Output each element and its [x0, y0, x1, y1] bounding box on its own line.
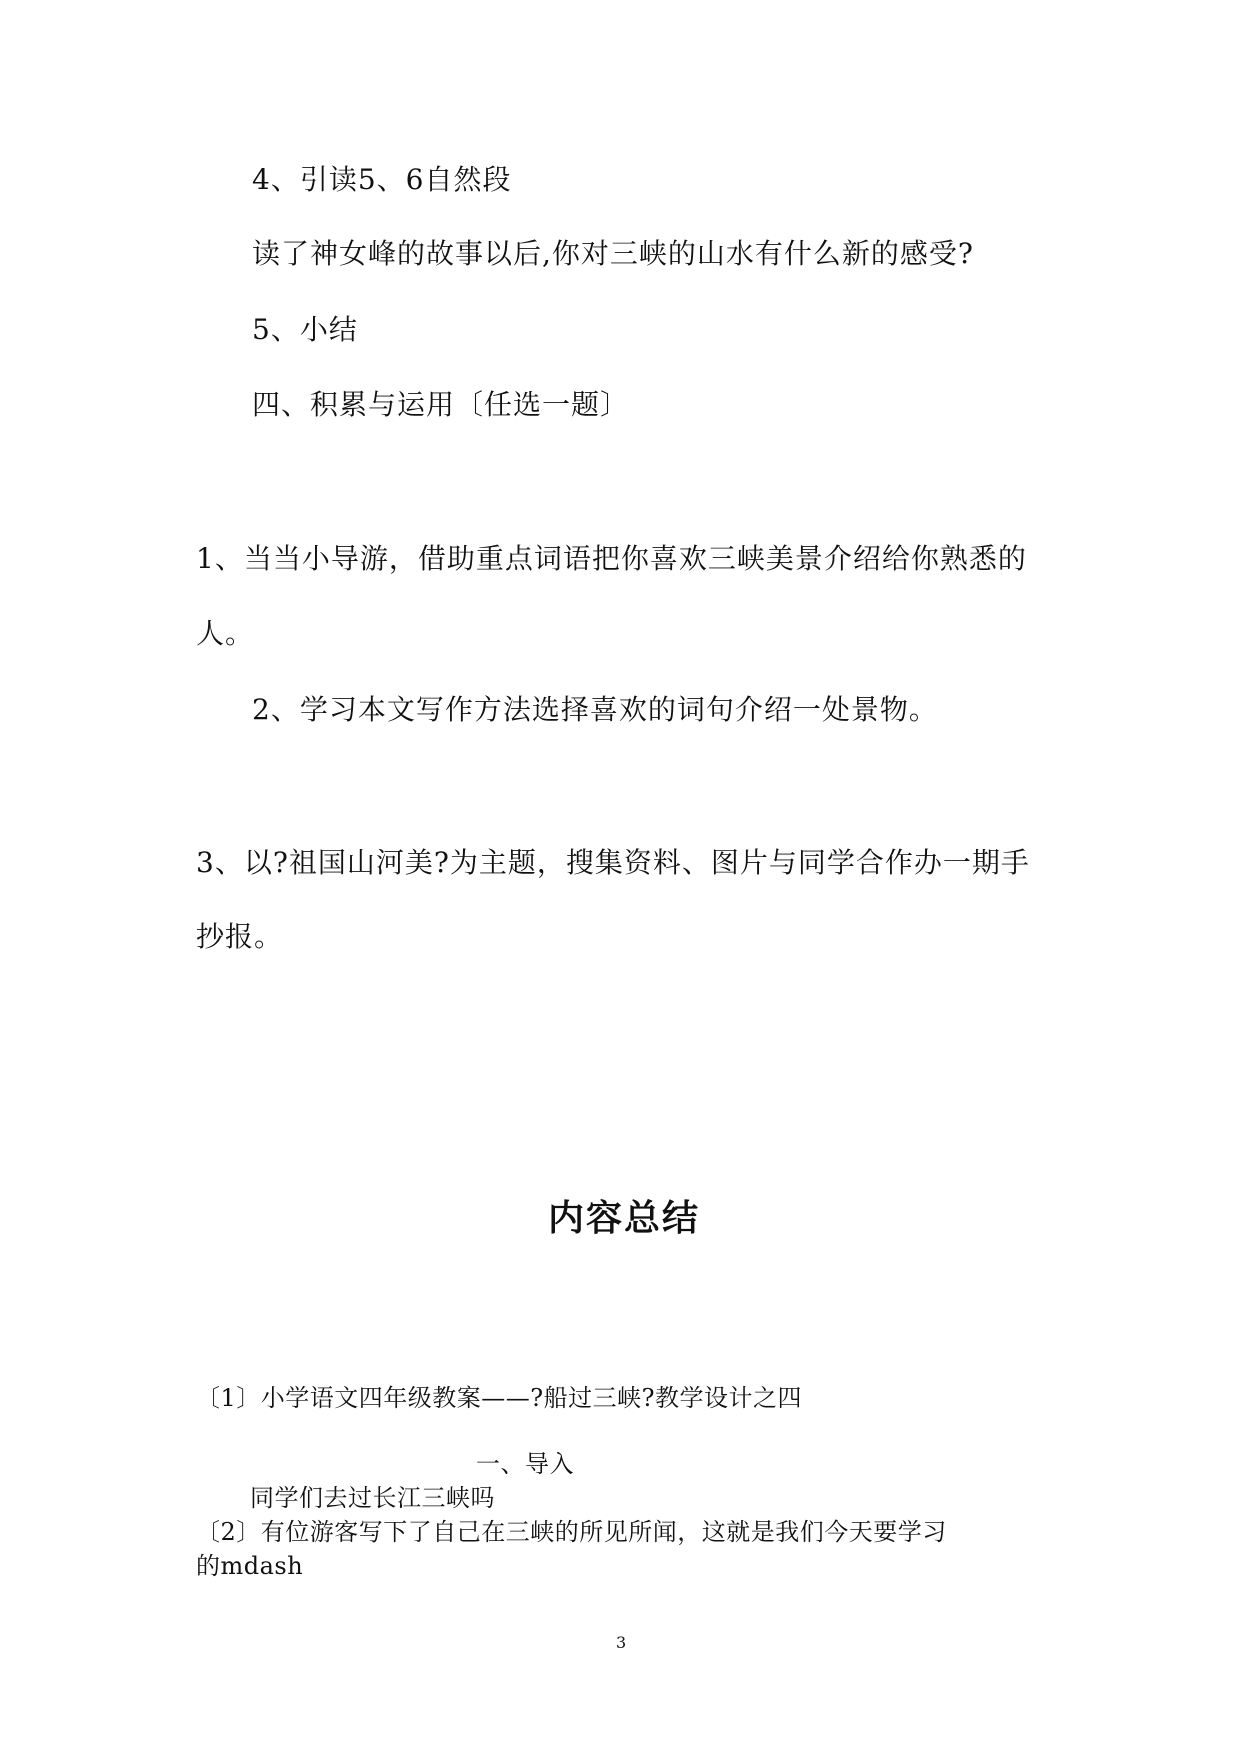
question-line: 读了神女峰的故事以后,你对三峡的山水有什么新的感受?	[252, 237, 974, 270]
summary-item-1-line: 同学们去过长江三峡吗	[250, 1484, 495, 1512]
step-5-line: 5、小结	[252, 313, 358, 346]
option-1-line-a: 1、当当小导游，借助重点词语把你喜欢三峡美景介绍给你熟悉的	[196, 542, 1027, 575]
option-1-line-b: 人。	[196, 617, 255, 650]
option-2-line: 2、学习本文写作方法选择喜欢的词句介绍一处景物。	[252, 693, 938, 726]
summary-item-1-subheading: 一、导入	[476, 1450, 574, 1478]
option-3-line-b: 抄报。	[196, 920, 284, 953]
step-4-line: 4、引读5、6自然段	[252, 163, 512, 196]
section-4-heading: 四、积累与运用〔任选一题〕	[252, 388, 630, 421]
summary-item-1: 〔1〕小学语文四年级教案——?船过三峡?教学设计之四	[196, 1384, 803, 1412]
summary-item-2-line-a: 〔2〕有位游客写下了自己在三峡的所见所闻，这就是我们今天要学习	[196, 1518, 947, 1546]
summary-heading: 内容总结	[548, 1198, 701, 1239]
page-number: 3	[616, 1633, 627, 1652]
option-3-line-a: 3、以?祖国山河美?为主题，搜集资料、图片与同学合作办一期手	[196, 846, 1030, 879]
summary-item-2-line-b: 的mdash	[196, 1552, 304, 1580]
